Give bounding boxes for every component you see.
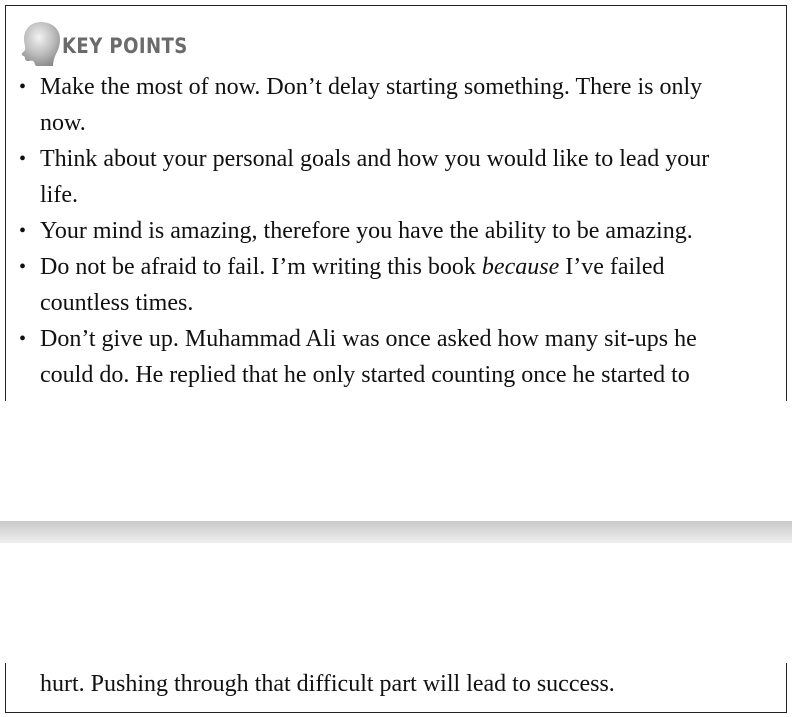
- list-item: [6, 69, 786, 141]
- point-text: countless times.: [40, 290, 194, 316]
- bullet: •: [19, 76, 27, 98]
- bullet: •: [19, 256, 27, 278]
- point-text: Make the most of now. Don’t delay starting something. There is only: [40, 74, 703, 100]
- bullet: •: [19, 328, 27, 350]
- point-text: Your mind is amazing, therefore you have the ability to be amazing.: [40, 218, 693, 244]
- head-silhouette-icon: [20, 20, 62, 66]
- key-points-list: [6, 69, 786, 393]
- point-text: life.: [40, 182, 78, 208]
- continued-text: hurt. Pushing through that difficult part will lead to success.: [40, 671, 615, 697]
- list-item: [6, 249, 786, 321]
- emphasis-text: because: [481, 254, 560, 280]
- point-text: Don’t give up. Muhammad Ali was once asked how many sit-ups he: [40, 326, 697, 352]
- section-title: KEY POINTS: [62, 34, 188, 58]
- point-text-part: I’ve failed: [559, 254, 665, 280]
- point-text: could do. He replied that he only started counting once he started to: [40, 362, 690, 388]
- page-top: [5, 5, 787, 401]
- bullet: •: [19, 220, 27, 242]
- bullet: •: [19, 148, 27, 170]
- point-text: Think about your personal goals and how you would like to lead your: [40, 146, 710, 172]
- key-points-header: [20, 20, 208, 66]
- list-item: [6, 321, 786, 393]
- page-bottom: [5, 663, 787, 713]
- point-text: [40, 249, 770, 285]
- page-separator: [0, 521, 792, 543]
- point-text-part: Do not be afraid to fail. I’m writing this book: [40, 254, 482, 280]
- point-text: now.: [40, 110, 86, 136]
- list-item: [6, 141, 786, 213]
- list-item: [6, 213, 786, 249]
